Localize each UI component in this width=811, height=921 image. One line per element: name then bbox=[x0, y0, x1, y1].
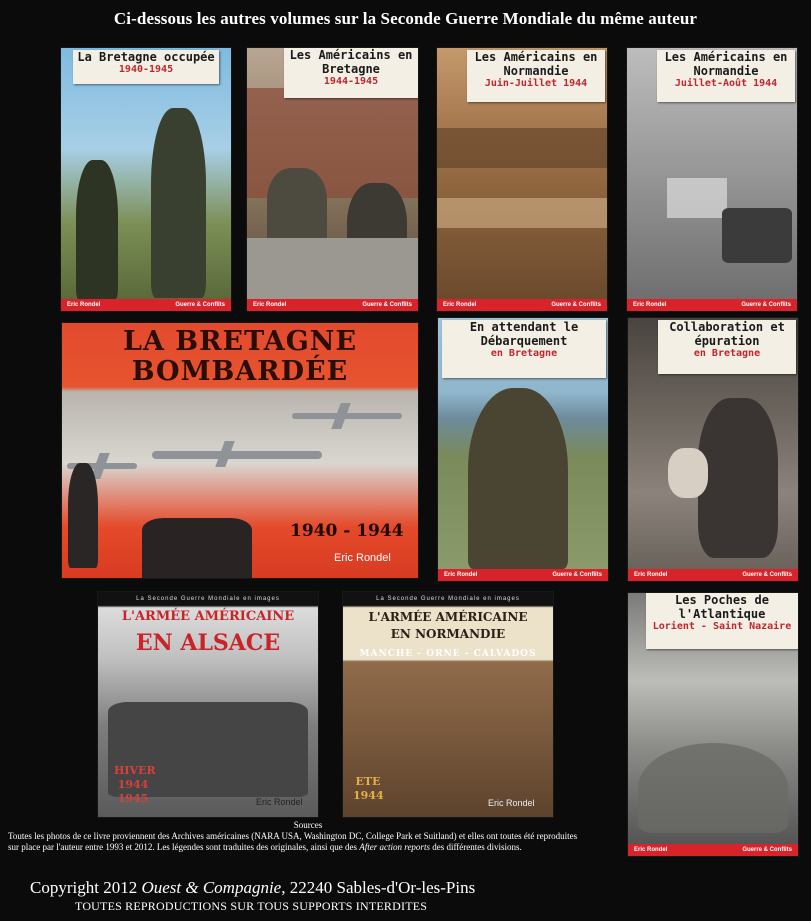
book-cover-americains-normandie-juillet bbox=[627, 48, 797, 311]
book-author: Eric Rondel bbox=[488, 798, 535, 808]
book-cover-collaboration-epuration bbox=[628, 318, 798, 581]
publisher-mark: Guerre & Conflits bbox=[175, 302, 225, 308]
book-cover-poches-atlantique bbox=[628, 593, 798, 856]
book-author: Eric Rondel bbox=[253, 302, 287, 308]
book-author: Eric Rondel bbox=[256, 797, 303, 807]
series-label: La Seconde Guerre Mondiale en images bbox=[376, 596, 520, 602]
book-cover-en-attendant-debarquement bbox=[438, 318, 608, 581]
book-subtitle: 1944-1945 bbox=[323, 76, 379, 87]
sources-block bbox=[8, 820, 608, 853]
book-cover-armee-americaine-normandie bbox=[343, 592, 553, 817]
book-cover-americains-normandie-juin bbox=[437, 48, 607, 311]
copyright: Copyright 2012 Ouest & Compagnie, 22240 Sables-d'Or-les-Pins bbox=[30, 878, 476, 897]
book-author: Eric Rondel bbox=[67, 302, 101, 308]
sources-line-1: Toutes les photos de ce livre proviennent des Archives américaines (NARA USA, Washington DC, College Park et Suitland) et elles ont toutes été reproduites bbox=[8, 831, 578, 841]
book-title-line1: L'ARMÉE AMÉRICAINE bbox=[121, 609, 295, 624]
book-author: Eric Rondel bbox=[334, 552, 391, 564]
book-cover-bretagne-occupee bbox=[61, 48, 231, 311]
publisher-mark: Guerre & Conflits bbox=[742, 847, 792, 853]
book-subtitle: Juillet-Août 1944 bbox=[674, 78, 778, 89]
book-author: Eric Rondel bbox=[634, 572, 668, 578]
book-title-line2: EN ALSACE bbox=[135, 630, 281, 656]
book-title: Les Américains en Normandie bbox=[664, 50, 788, 78]
book-years: 1940 - 1944 bbox=[290, 521, 404, 541]
page-header: Ci-dessous les autres volumes sur la Seconde Guerre Mondiale du même auteur bbox=[113, 9, 698, 28]
book-title-line2: EN NORMANDIE bbox=[390, 627, 506, 641]
book-cover-americains-bretagne bbox=[247, 48, 418, 311]
publisher-mark: Guerre & Conflits bbox=[362, 302, 412, 308]
book-author: Eric Rondel bbox=[444, 572, 478, 578]
book-season: HIVER 1944 1945 bbox=[114, 764, 156, 805]
book-title-line2: BOMBARDÉE bbox=[131, 356, 349, 387]
book-places: MANCHE - ORNE - CALVADOS bbox=[359, 649, 537, 659]
book-author: Eric Rondel bbox=[634, 847, 668, 853]
publisher-mark: Guerre & Conflits bbox=[741, 302, 791, 308]
book-title: Les Poches de l'Atlantique bbox=[675, 593, 769, 621]
book-title: En attendant le Débarquement bbox=[469, 320, 579, 348]
book-author: Eric Rondel bbox=[633, 302, 667, 308]
book-author: Eric Rondel bbox=[443, 302, 477, 308]
book-title: Les Américains en Bretagne bbox=[289, 48, 413, 76]
sources-line-2: sur place par l'auteur entre 1993 et 2012. Les légendes sont traduites des originales, ainsi que des After action reports des différentes divisions. bbox=[8, 842, 522, 852]
book-title-line1: L'ARMÉE AMÉRICAINE bbox=[368, 610, 528, 624]
book-title: Les Américains en Normandie bbox=[474, 50, 598, 78]
publisher-mark: Guerre & Conflits bbox=[551, 302, 601, 308]
publisher-mark: Guerre & Conflits bbox=[742, 572, 792, 578]
book-subtitle: Lorient - Saint Nazaire bbox=[652, 621, 792, 632]
book-season: ETE 1944 bbox=[353, 775, 384, 802]
series-label: La Seconde Guerre Mondiale en images bbox=[136, 596, 280, 602]
rights-notice: TOUTES REPRODUCTIONS SUR TOUS SUPPORTS INTERDITES bbox=[75, 899, 428, 913]
sources-heading: Sources bbox=[293, 820, 323, 830]
book-title-line1: LA BRETAGNE bbox=[122, 326, 358, 357]
book-subtitle: en Bretagne bbox=[693, 348, 761, 359]
book-title: Collaboration et épuration bbox=[669, 320, 785, 348]
book-cover-armee-americaine-alsace bbox=[98, 592, 318, 817]
book-subtitle: en Bretagne bbox=[490, 348, 558, 359]
book-subtitle: 1940-1945 bbox=[118, 64, 174, 75]
book-subtitle: Juin-Juillet 1944 bbox=[484, 78, 588, 89]
book-cover-bretagne-bombardee bbox=[62, 323, 418, 578]
book-title: La Bretagne occupée bbox=[77, 50, 215, 64]
publisher-mark: Guerre & Conflits bbox=[552, 572, 602, 578]
